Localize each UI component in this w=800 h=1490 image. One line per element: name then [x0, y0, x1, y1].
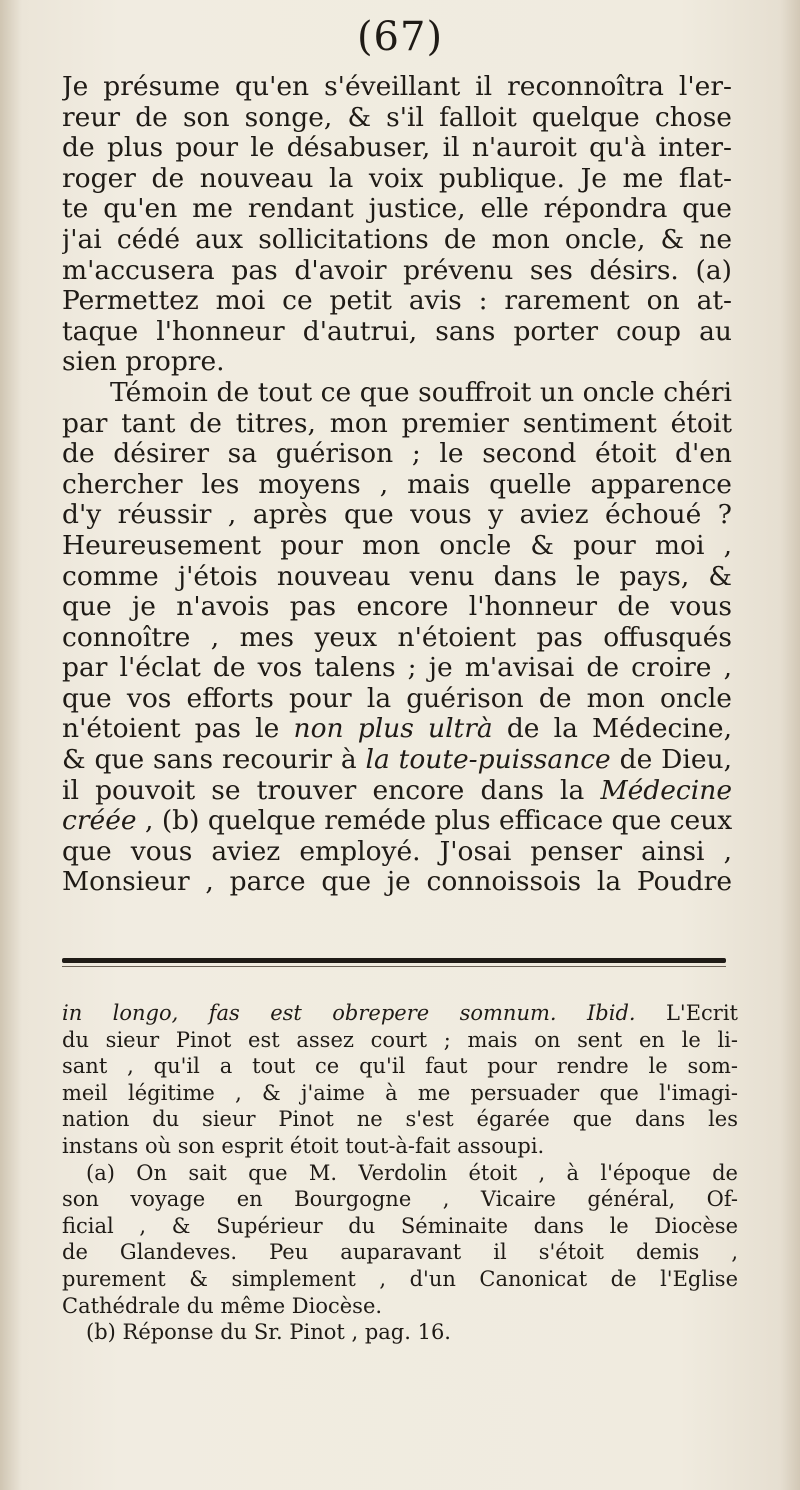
note-line: ficial , & Supérieur du Séminaite dans le Diocèse: [62, 1213, 738, 1238]
note-line: nation du sieur Pinot ne s'est égarée que dans les: [62, 1107, 738, 1132]
text-line: que vous aviez employé. J'osai penser ainsi ,: [62, 836, 732, 867]
note-line: son voyage en Bourgogne , Vicaire général, Of-: [62, 1187, 738, 1212]
text-run: & que sans recourir à: [62, 745, 366, 776]
note-line: Cathédrale du même Diocèse.: [62, 1293, 383, 1318]
text-line: par l'éclat de vos talens ; je m'avisai de croire ,: [62, 653, 732, 684]
text-line: chercher les moyens , mais quelle apparence: [62, 469, 732, 500]
note-line: instans où son esprit étoit tout-à-fait assoupi.: [62, 1133, 545, 1158]
main-text: [62, 72, 732, 898]
text-line: que vos efforts pour la guérison de mon oncle: [62, 683, 732, 714]
text-run: de Dieu,: [610, 745, 732, 776]
note-line: de Glandeves. Peu auparavant il s'étoit demis ,: [62, 1240, 738, 1265]
note-line: [62, 1000, 738, 1027]
text-run: n'étoient pas le: [62, 714, 294, 745]
footnotes: [62, 1000, 738, 1346]
text-run: L'Ecrit: [635, 1001, 738, 1025]
text-line: Je présume qu'en s'éveillant il reconnoîtra l'er-: [62, 72, 732, 102]
text-line: m'accusera pas d'avoir prévenu ses désirs. (a): [62, 255, 732, 286]
text-line: [62, 745, 732, 776]
footnote-rule-thin: [62, 966, 726, 967]
italic-phrase: Médecine: [600, 775, 732, 806]
note-line: meil légitime , & j'aime à me persuader que l'imagi-: [62, 1080, 738, 1105]
text-line: de plus pour le désabuser, il n'auroit qu'à inter-: [62, 133, 732, 164]
text-line: d'y réussir , après que vous y aviez échoué ?: [62, 500, 732, 531]
text-line: te qu'en me rendant justice, elle répondra que: [62, 194, 732, 225]
text-line: Permettez moi ce petit avis : rarement on at-: [62, 286, 732, 317]
italic-phrase: créée: [62, 806, 137, 837]
text-line: que je n'avois pas encore l'honneur de vous: [62, 592, 732, 623]
text-line: Témoin de tout ce que souffroit un oncle chéri: [110, 377, 732, 408]
text-line: comme j'étois nouveau venu dans le pays, &: [62, 561, 732, 592]
text-line: reur de son songe, & s'il falloit quelque chose: [62, 102, 732, 133]
text-line: [62, 806, 732, 837]
note-line: du sieur Pinot est assez court ; mais on sent en le li-: [62, 1027, 738, 1052]
text-line: j'ai cédé aux sollicitations de mon oncle, & ne: [62, 224, 732, 255]
text-run: , (b) quelque reméde plus efficace que ceux: [136, 806, 732, 837]
footnote-b: (b) Réponse du Sr. Pinot , pag. 16.: [86, 1320, 451, 1345]
text-line: connoître , mes yeux n'étoient pas offusqués: [62, 622, 732, 653]
text-line: Heureusement pour mon oncle & pour moi ,: [62, 530, 732, 561]
footnote-rule: [62, 958, 726, 963]
text-line: taque l'honneur d'autrui, sans porter coup au: [62, 316, 732, 347]
italic-phrase: in longo, fas est obrepere somnum. Ibid.: [62, 1001, 636, 1025]
note-line: sant , qu'il a tout ce qu'il faut pour rendre le som-: [62, 1054, 738, 1079]
text-line: [62, 714, 732, 745]
text-line: roger de nouveau la voix publique. Je me flat-: [62, 163, 732, 194]
text-line: [62, 776, 732, 807]
text-line: par tant de titres, mon premier sentiment étoit: [62, 408, 732, 439]
text-run: il pouvoit se trouver encore dans la: [62, 775, 601, 806]
italic-phrase: non plus ultrà: [293, 714, 493, 745]
italic-phrase: la toute-puissance: [365, 745, 611, 776]
note-line: purement & simplement , d'un Canonicat de l'Eglise: [62, 1266, 738, 1291]
text-run: de la Médecine,: [492, 714, 732, 745]
page-number: (67): [356, 14, 444, 60]
footnote-a: (a) On sait que M. Verdolin étoit , à l'époque de: [86, 1160, 738, 1185]
text-line: de désirer sa guérison ; le second étoit d'en: [62, 439, 732, 470]
text-line: Monsieur , parce que je connoissois la Poudre: [62, 867, 732, 898]
text-line: sien propre.: [62, 347, 225, 378]
